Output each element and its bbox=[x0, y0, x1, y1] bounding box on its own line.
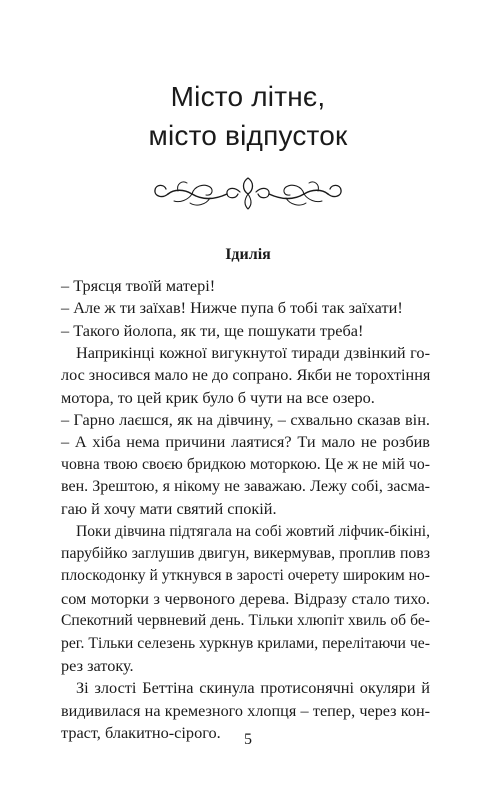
text-line: парубійко заглушив двигун, викермував, проплив повз bbox=[61, 545, 430, 563]
body-text bbox=[61, 275, 430, 744]
text-line: рег. Тільки селезень хуркнув крилами, перелітаючи че- bbox=[61, 634, 430, 652]
text-line: вен. Зрештою, я нікому не заважаю. Лежу собі, засма- bbox=[61, 478, 430, 496]
text-line: Зі злості Беттіна скинула протисонячні окуляри й bbox=[76, 678, 430, 698]
text-line: рез затоку. bbox=[61, 655, 134, 675]
text-line: мотора, то цей крик було б чути на все озеро. bbox=[61, 387, 375, 407]
text-line: плоскодонку й уткнувся в зарості очерету широким но- bbox=[61, 567, 430, 585]
text-line: гаю й хочу мати святий спокій. bbox=[61, 499, 277, 519]
text-line: – Трясця твоїй матері! bbox=[61, 276, 216, 295]
text-line: – Але ж ти заїхав! Нижче пупа б тобі так заїхати! bbox=[61, 298, 403, 318]
text-line: – Гарно лаєшся, як на дівчину, – схвально сказав він. bbox=[61, 410, 430, 430]
text-line: видивилася на кремезного хлопця – тепер, через кон- bbox=[61, 701, 430, 720]
text-line: лос зносився мало не до сопрано. Якби не торохтіння bbox=[61, 366, 431, 385]
text-line: траст, блакитно-сірого. bbox=[61, 722, 221, 742]
text-line: Поки дівчина підтягала на собі жовтий ліфчик-бікіні, bbox=[76, 522, 430, 540]
page-number: 5 bbox=[244, 731, 252, 748]
text-line: Спекотний червневий день. Тільки хлюпіт хвиль об бе- bbox=[61, 612, 430, 630]
flourish-ornament-icon bbox=[148, 172, 348, 214]
chapter-title-line-1: Місто літнє, bbox=[170, 81, 326, 112]
text-line: човна твою своєю бридкою моторкою. Це ж не мій чо- bbox=[61, 455, 430, 473]
text-line: сом моторки з червоного дерева. Відразу стало тихо. bbox=[61, 588, 430, 608]
text-line: – Такого йолопа, як ти, ще пошукати треба! bbox=[61, 320, 364, 340]
section-title: Ідилія bbox=[225, 246, 271, 263]
text-line: – А хіба нема причини лаятися? Ти мало не розбив bbox=[61, 432, 430, 452]
chapter-title bbox=[0, 77, 496, 155]
text-line: Наприкінці кожної вигукнутої тиради дзвінкий го- bbox=[76, 343, 430, 363]
chapter-title-line-2: місто відпусток bbox=[148, 120, 348, 151]
